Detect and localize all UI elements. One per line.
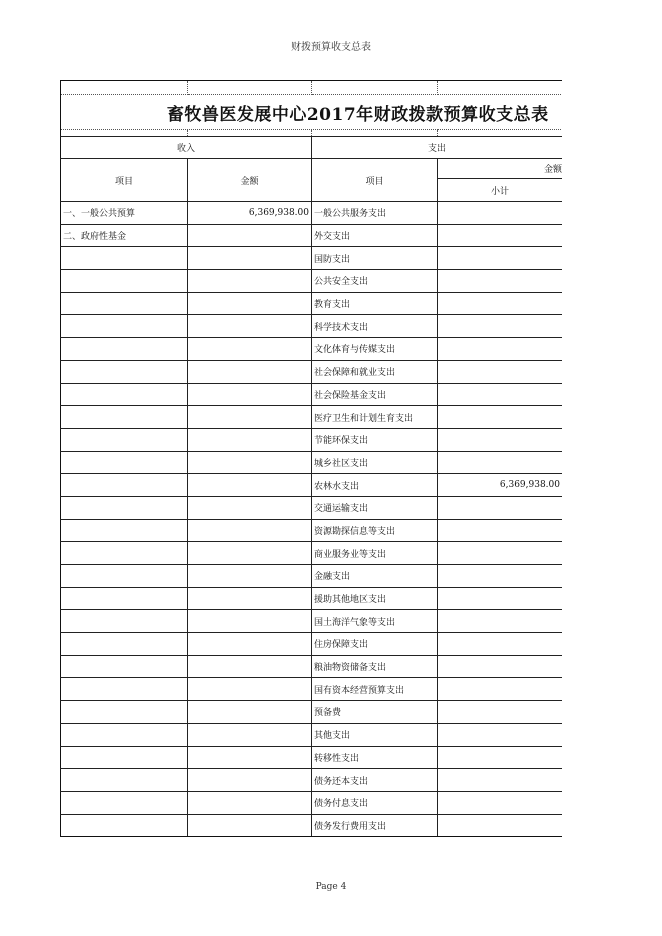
income-amount-cell bbox=[188, 610, 312, 633]
income-amount-cell bbox=[188, 270, 312, 293]
section-header-row bbox=[61, 137, 563, 159]
table-row bbox=[61, 746, 563, 769]
income-item-cell bbox=[61, 633, 188, 656]
income-item-cell bbox=[61, 406, 188, 429]
expense-item-cell: 国防支出 bbox=[312, 247, 438, 270]
expense-subtotal-cell bbox=[438, 202, 563, 225]
table-row bbox=[61, 315, 563, 338]
table-row bbox=[61, 428, 563, 451]
income-item-cell bbox=[61, 723, 188, 746]
expense-item-cell: 交通运输支出 bbox=[312, 496, 438, 519]
expense-item-cell: 社会保障和就业支出 bbox=[312, 360, 438, 383]
income-item-cell bbox=[61, 610, 188, 633]
income-amount-cell bbox=[188, 338, 312, 361]
income-item-cell bbox=[61, 292, 188, 315]
expense-subtotal-cell: 6,369,938.00 bbox=[438, 474, 563, 497]
income-item-cell bbox=[61, 270, 188, 293]
expense-subtotal-cell bbox=[438, 292, 563, 315]
expense-subtotal-cell bbox=[438, 315, 563, 338]
expense-subtotal-cell bbox=[438, 610, 563, 633]
income-amount-cell bbox=[188, 565, 312, 588]
expense-subtotal-cell bbox=[438, 791, 563, 814]
expense-subtotal-cell bbox=[438, 247, 563, 270]
income-amount-cell bbox=[188, 383, 312, 406]
income-item-cell bbox=[61, 678, 188, 701]
table-row bbox=[61, 338, 563, 361]
expense-item-cell: 公共安全支出 bbox=[312, 270, 438, 293]
expense-item-header: 项目 bbox=[312, 159, 438, 202]
expense-item-cell: 国有资本经营预算支出 bbox=[312, 678, 438, 701]
income-item-cell bbox=[61, 519, 188, 542]
table-row bbox=[61, 451, 563, 474]
expense-item-cell: 援助其他地区支出 bbox=[312, 587, 438, 610]
table-row bbox=[61, 224, 563, 247]
income-amount-cell bbox=[188, 406, 312, 429]
expense-subtotal-cell bbox=[438, 496, 563, 519]
income-item-cell bbox=[61, 428, 188, 451]
expense-item-cell: 教育支出 bbox=[312, 292, 438, 315]
expense-item-cell: 粮油物资储备支出 bbox=[312, 655, 438, 678]
income-amount-cell bbox=[188, 315, 312, 338]
expense-subtotal-header: 小计 bbox=[438, 179, 563, 202]
expense-subtotal-cell bbox=[438, 678, 563, 701]
column-header-row-1 bbox=[61, 159, 563, 179]
page-footer: Page 4 bbox=[315, 882, 347, 892]
income-item-cell: 一、一般公共预算 bbox=[61, 202, 188, 225]
table-row bbox=[61, 678, 563, 701]
table-row bbox=[61, 360, 563, 383]
income-item-cell bbox=[61, 701, 188, 724]
expense-subtotal-cell bbox=[438, 451, 563, 474]
income-amount-cell bbox=[188, 247, 312, 270]
expense-subtotal-cell bbox=[438, 406, 563, 429]
income-item-cell bbox=[61, 451, 188, 474]
table-row bbox=[61, 723, 563, 746]
expense-item-cell: 商业服务业等支出 bbox=[312, 542, 438, 565]
expense-item-cell: 债务还本支出 bbox=[312, 769, 438, 792]
page-header: 财拨预算收支总表 bbox=[291, 42, 371, 53]
page-title: 畜牧兽医发展中心2017年财政拨款预算收支总表 bbox=[166, 104, 549, 125]
income-amount-cell bbox=[188, 746, 312, 769]
income-amount-cell bbox=[188, 542, 312, 565]
spacer-row bbox=[61, 130, 563, 137]
income-item-cell bbox=[61, 565, 188, 588]
expense-subtotal-cell bbox=[438, 360, 563, 383]
expense-subtotal-cell bbox=[438, 746, 563, 769]
expense-item-cell: 科学技术支出 bbox=[312, 315, 438, 338]
table-row bbox=[61, 655, 563, 678]
table-row bbox=[61, 383, 563, 406]
income-item-header: 项目 bbox=[61, 159, 188, 202]
expense-item-cell: 资源勘探信息等支出 bbox=[312, 519, 438, 542]
table-row bbox=[61, 587, 563, 610]
expense-subtotal-cell bbox=[438, 519, 563, 542]
table-row bbox=[61, 814, 563, 837]
income-amount-cell bbox=[188, 496, 312, 519]
income-section-header: 收入 bbox=[61, 137, 312, 159]
budget-table-sheet bbox=[60, 80, 562, 846]
income-amount-cell bbox=[188, 360, 312, 383]
expense-item-cell: 节能环保支出 bbox=[312, 428, 438, 451]
table-row bbox=[61, 496, 563, 519]
table-row bbox=[61, 474, 563, 497]
expense-subtotal-cell bbox=[438, 655, 563, 678]
expense-subtotal-cell bbox=[438, 723, 563, 746]
table-row bbox=[61, 633, 563, 656]
expense-subtotal-cell bbox=[438, 383, 563, 406]
income-item-cell bbox=[61, 542, 188, 565]
expense-item-cell: 外交支出 bbox=[312, 224, 438, 247]
income-amount-cell: 6,369,938.00 bbox=[188, 202, 312, 225]
expense-amount-header: 金额 bbox=[438, 159, 563, 179]
income-item-cell bbox=[61, 814, 188, 837]
expense-subtotal-cell bbox=[438, 814, 563, 837]
expense-subtotal-cell bbox=[438, 701, 563, 724]
income-item-cell bbox=[61, 338, 188, 361]
income-item-cell bbox=[61, 587, 188, 610]
income-amount-cell bbox=[188, 701, 312, 724]
expense-item-cell: 农林水支出 bbox=[312, 474, 438, 497]
income-amount-cell bbox=[188, 814, 312, 837]
table-row bbox=[61, 270, 563, 293]
income-item-cell bbox=[61, 383, 188, 406]
table-row bbox=[61, 701, 563, 724]
expense-item-cell: 转移性支出 bbox=[312, 746, 438, 769]
expense-subtotal-cell bbox=[438, 565, 563, 588]
income-amount-cell bbox=[188, 723, 312, 746]
income-item-cell bbox=[61, 655, 188, 678]
expense-subtotal-cell bbox=[438, 270, 563, 293]
income-amount-cell bbox=[188, 791, 312, 814]
income-item-cell bbox=[61, 360, 188, 383]
table-row bbox=[61, 247, 563, 270]
income-item-cell bbox=[61, 315, 188, 338]
expense-subtotal-cell bbox=[438, 633, 563, 656]
table-row bbox=[61, 292, 563, 315]
expense-item-cell: 债务发行费用支出 bbox=[312, 814, 438, 837]
expense-subtotal-cell bbox=[438, 428, 563, 451]
expense-item-cell: 其他支出 bbox=[312, 723, 438, 746]
income-item-cell bbox=[61, 496, 188, 519]
income-item-cell bbox=[61, 769, 188, 792]
expense-subtotal-cell bbox=[438, 338, 563, 361]
expense-subtotal-cell bbox=[438, 769, 563, 792]
income-amount-cell bbox=[188, 474, 312, 497]
income-amount-cell bbox=[188, 428, 312, 451]
table-row bbox=[61, 565, 563, 588]
income-amount-cell bbox=[188, 678, 312, 701]
expense-item-cell: 国土海洋气象等支出 bbox=[312, 610, 438, 633]
budget-table bbox=[60, 80, 562, 837]
income-item-cell bbox=[61, 247, 188, 270]
expense-subtotal-cell bbox=[438, 542, 563, 565]
expense-item-cell: 城乡社区支出 bbox=[312, 451, 438, 474]
expense-item-cell: 一般公共服务支出 bbox=[312, 202, 438, 225]
income-amount-header: 金额 bbox=[188, 159, 312, 202]
income-item-cell bbox=[61, 746, 188, 769]
table-row bbox=[61, 202, 563, 225]
expense-item-cell: 债务付息支出 bbox=[312, 791, 438, 814]
table-row bbox=[61, 519, 563, 542]
table-row bbox=[61, 542, 563, 565]
expense-item-cell: 预备费 bbox=[312, 701, 438, 724]
income-amount-cell bbox=[188, 769, 312, 792]
title-row bbox=[61, 95, 563, 130]
table-row bbox=[61, 406, 563, 429]
income-amount-cell bbox=[188, 633, 312, 656]
income-amount-cell bbox=[188, 292, 312, 315]
table-row bbox=[61, 769, 563, 792]
table-row bbox=[61, 791, 563, 814]
expense-section-header: 支出 bbox=[312, 137, 563, 159]
income-amount-cell bbox=[188, 519, 312, 542]
income-amount-cell bbox=[188, 224, 312, 247]
expense-item-cell: 金融支出 bbox=[312, 565, 438, 588]
income-item-cell bbox=[61, 474, 188, 497]
expense-subtotal-cell bbox=[438, 587, 563, 610]
expense-item-cell: 文化体育与传媒支出 bbox=[312, 338, 438, 361]
income-item-cell: 二、政府性基金 bbox=[61, 224, 188, 247]
expense-subtotal-cell bbox=[438, 224, 563, 247]
income-item-cell bbox=[61, 791, 188, 814]
income-amount-cell bbox=[188, 655, 312, 678]
expense-item-cell: 医疗卫生和计划生育支出 bbox=[312, 406, 438, 429]
top-blank-row bbox=[61, 81, 563, 95]
expense-item-cell: 社会保险基金支出 bbox=[312, 383, 438, 406]
table-row bbox=[61, 610, 563, 633]
income-amount-cell bbox=[188, 451, 312, 474]
income-amount-cell bbox=[188, 587, 312, 610]
expense-item-cell: 住房保障支出 bbox=[312, 633, 438, 656]
